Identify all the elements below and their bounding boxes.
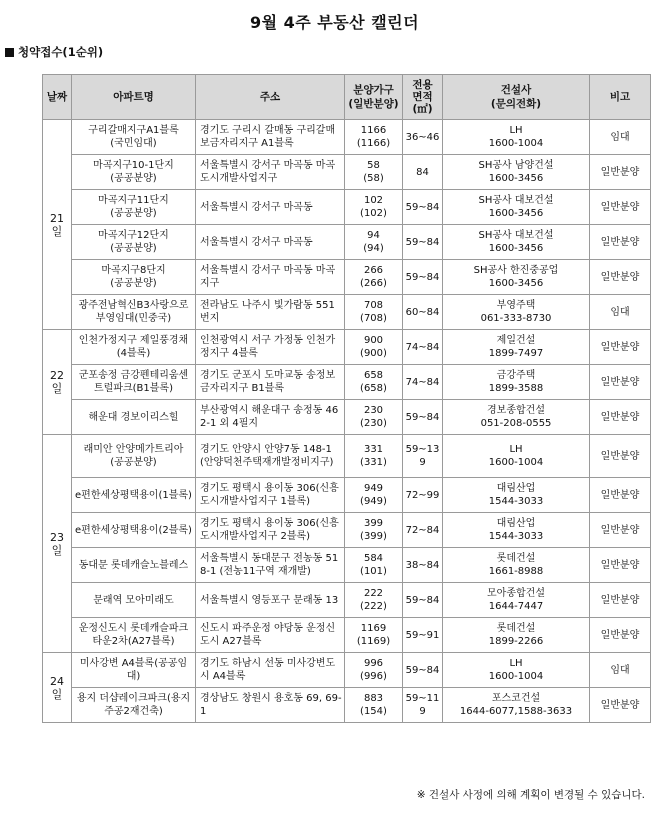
builder-cell: LH 1600-1004 xyxy=(443,653,590,688)
date-cell: 24일 xyxy=(43,653,72,723)
addr-cell: 부산광역시 해운대구 송정동 462-1 외 4필지 xyxy=(196,400,345,435)
area-cell: 74~84 xyxy=(403,330,443,365)
apt-cell: 동대문 롯데캐슬노블레스 xyxy=(72,548,196,583)
calendar-table xyxy=(42,74,651,723)
addr-cell: 전라남도 나주시 빛가람동 551번지 xyxy=(196,295,345,330)
note-cell: 일반분양 xyxy=(590,688,651,723)
note-cell: 일반분양 xyxy=(590,435,651,478)
addr-cell: 신도시 파주운정 야당동 운정신도시 A27블록 xyxy=(196,618,345,653)
date-cell: 21일 xyxy=(43,120,72,330)
area-cell: 59~84 xyxy=(403,225,443,260)
addr-cell: 서울특별시 강서구 마곡동 마곡도시개발사업지구 xyxy=(196,155,345,190)
addr-cell: 경기도 군포시 도마교동 송정보금자리지구 B1블록 xyxy=(196,365,345,400)
builder-cell: 부영주택 061-333-8730 xyxy=(443,295,590,330)
units-cell: 1166 (1166) xyxy=(345,120,403,155)
header-date: 날짜 xyxy=(43,75,72,120)
builder-cell: SH공사 한진중공업 1600-3456 xyxy=(443,260,590,295)
header-addr: 주소 xyxy=(196,75,345,120)
units-cell: 222 (222) xyxy=(345,583,403,618)
area-cell: 74~84 xyxy=(403,365,443,400)
area-cell: 59~119 xyxy=(403,688,443,723)
units-cell: 708 (708) xyxy=(345,295,403,330)
area-cell: 36~46 xyxy=(403,120,443,155)
note-cell: 임대 xyxy=(590,653,651,688)
addr-cell: 인천광역시 서구 가정동 인천가정지구 4블록 xyxy=(196,330,345,365)
addr-cell: 서울특별시 동대문구 전농동 518-1 (전농11구역 재개발) xyxy=(196,548,345,583)
area-cell: 59~84 xyxy=(403,400,443,435)
area-cell: 59~139 xyxy=(403,435,443,478)
table-row xyxy=(43,155,651,190)
header-note: 비고 xyxy=(590,75,651,120)
addr-cell: 경기도 안양시 안양7동 148-1 (안양덕천주택재개발정비지구) xyxy=(196,435,345,478)
note-cell: 일반분양 xyxy=(590,365,651,400)
table-row xyxy=(43,688,651,723)
table-row xyxy=(43,653,651,688)
table-row xyxy=(43,295,651,330)
date-cell: 22일 xyxy=(43,330,72,435)
area-cell: 38~84 xyxy=(403,548,443,583)
footnote: ※ 건설사 사정에 의해 계획이 변경될 수 있습니다. xyxy=(416,789,645,801)
units-cell: 900 (900) xyxy=(345,330,403,365)
builder-cell: LH 1600-1004 xyxy=(443,435,590,478)
builder-cell: SH공사 대보건설 1600-3456 xyxy=(443,190,590,225)
table-row xyxy=(43,618,651,653)
builder-cell: 경보종합건설 051-208-0555 xyxy=(443,400,590,435)
units-cell: 94 (94) xyxy=(345,225,403,260)
builder-cell: 대림산업 1544-3033 xyxy=(443,478,590,513)
table-row xyxy=(43,435,651,478)
addr-cell: 서울특별시 강서구 마곡동 xyxy=(196,190,345,225)
note-cell: 일반분양 xyxy=(590,190,651,225)
note-cell: 일반분양 xyxy=(590,330,651,365)
units-cell: 883 (154) xyxy=(345,688,403,723)
table-row xyxy=(43,400,651,435)
area-cell: 72~84 xyxy=(403,513,443,548)
builder-cell: SH공사 대보건설 1600-3456 xyxy=(443,225,590,260)
apt-cell: 래미안 안양메가트리아 (공공분양) xyxy=(72,435,196,478)
builder-cell: 대림산업 1544-3033 xyxy=(443,513,590,548)
note-cell: 임대 xyxy=(590,120,651,155)
builder-cell: 제일건설 1899-7497 xyxy=(443,330,590,365)
table-row xyxy=(43,583,651,618)
note-cell: 일반분양 xyxy=(590,260,651,295)
header-area: 전용 면적 (㎡) xyxy=(403,75,443,120)
units-cell: 58 (58) xyxy=(345,155,403,190)
units-cell: 102 (102) xyxy=(345,190,403,225)
apt-cell: 미사강변 A4블록(공공임대) xyxy=(72,653,196,688)
note-cell: 일반분양 xyxy=(590,513,651,548)
table-row xyxy=(43,120,651,155)
apt-cell: e편한세상평택용이(1블록) xyxy=(72,478,196,513)
builder-cell: 모아종합건설 1644-7447 xyxy=(443,583,590,618)
table-row xyxy=(43,478,651,513)
note-cell: 일반분양 xyxy=(590,225,651,260)
builder-cell: 롯데건설 1661-8988 xyxy=(443,548,590,583)
builder-cell: 금강주택 1899-3588 xyxy=(443,365,590,400)
area-cell: 59~91 xyxy=(403,618,443,653)
units-cell: 331 (331) xyxy=(345,435,403,478)
area-cell: 60~84 xyxy=(403,295,443,330)
apt-cell: 해운대 경보이리스힐 xyxy=(72,400,196,435)
addr-cell: 서울특별시 영등포구 문래동 13 xyxy=(196,583,345,618)
section-heading xyxy=(5,44,103,60)
area-cell: 59~84 xyxy=(403,260,443,295)
addr-cell: 서울특별시 강서구 마곡동 xyxy=(196,225,345,260)
table-row xyxy=(43,330,651,365)
addr-cell: 경기도 구리시 갈매동 구리갈매보금자리지구 A1블록 xyxy=(196,120,345,155)
apt-cell: 구리갈매지구A1블록 (국민임대) xyxy=(72,120,196,155)
table-row xyxy=(43,513,651,548)
builder-cell: LH 1600-1004 xyxy=(443,120,590,155)
units-cell: 1169 (1169) xyxy=(345,618,403,653)
header-apt: 아파트명 xyxy=(72,75,196,120)
square-bullet-icon xyxy=(5,48,14,57)
addr-cell: 서울특별시 강서구 마곡동 마곡지구 xyxy=(196,260,345,295)
page-title: 9월 4주 부동산 캘린더 xyxy=(249,13,420,32)
apt-cell: e편한세상평택용이(2블록) xyxy=(72,513,196,548)
apt-cell: 인천가정지구 제일풍경채(4블록) xyxy=(72,330,196,365)
units-cell: 230 (230) xyxy=(345,400,403,435)
apt-cell: 마곡지구10-1단지 (공공분양) xyxy=(72,155,196,190)
area-cell: 84 xyxy=(403,155,443,190)
addr-cell: 경기도 하남시 선동 미사강변도시 A4블록 xyxy=(196,653,345,688)
units-cell: 399 (399) xyxy=(345,513,403,548)
builder-cell: 포스코건설 1644-6077,1588-3633 xyxy=(443,688,590,723)
units-cell: 996 (996) xyxy=(345,653,403,688)
units-cell: 266 (266) xyxy=(345,260,403,295)
builder-cell: 롯데건설 1899-2266 xyxy=(443,618,590,653)
addr-cell: 경기도 평택시 용이동 306(신흥도시개발사업지구 2블록) xyxy=(196,513,345,548)
apt-cell: 마곡지구11단지 (공공분양) xyxy=(72,190,196,225)
apt-cell: 운정신도시 롯데캐슬파크타운2차(A27블록) xyxy=(72,618,196,653)
addr-cell: 경기도 평택시 용이동 306(신흥도시개발사업지구 1블록) xyxy=(196,478,345,513)
note-cell: 임대 xyxy=(590,295,651,330)
note-cell: 일반분양 xyxy=(590,155,651,190)
section-label: 청약접수(1순위) xyxy=(18,45,104,59)
table-row xyxy=(43,365,651,400)
note-cell: 일반분양 xyxy=(590,583,651,618)
area-cell: 59~84 xyxy=(403,583,443,618)
table-row xyxy=(43,260,651,295)
area-cell: 59~84 xyxy=(403,653,443,688)
area-cell: 72~99 xyxy=(403,478,443,513)
apt-cell: 문래역 모아미래도 xyxy=(72,583,196,618)
area-cell: 59~84 xyxy=(403,190,443,225)
note-cell: 일반분양 xyxy=(590,548,651,583)
note-cell: 일반분양 xyxy=(590,478,651,513)
apt-cell: 용지 더샵레이크파크(용지주공2재건축) xyxy=(72,688,196,723)
table-row xyxy=(43,548,651,583)
apt-cell: 마곡지구8단지 (공공분양) xyxy=(72,260,196,295)
note-cell: 일반분양 xyxy=(590,400,651,435)
table-row xyxy=(43,190,651,225)
apt-cell: 군포송정 금강펜테리움센트럴파크(B1블록) xyxy=(72,365,196,400)
apt-cell: 마곡지구12단지 (공공분양) xyxy=(72,225,196,260)
units-cell: 658 (658) xyxy=(345,365,403,400)
table-row xyxy=(43,225,651,260)
date-cell: 23일 xyxy=(43,435,72,653)
apt-cell: 광주전남혁신B3사랑으로부영임대(민중국) xyxy=(72,295,196,330)
builder-cell: SH공사 남양건설 1600-3456 xyxy=(443,155,590,190)
note-cell: 일반분양 xyxy=(590,618,651,653)
header-units: 분양가구 (일반분양) xyxy=(345,75,403,120)
units-cell: 949 (949) xyxy=(345,478,403,513)
header-builder: 건설사 (문의전화) xyxy=(443,75,590,120)
units-cell: 584 (101) xyxy=(345,548,403,583)
header-row xyxy=(43,75,651,120)
addr-cell: 경상남도 창원시 용호동 69, 69-1 xyxy=(196,688,345,723)
